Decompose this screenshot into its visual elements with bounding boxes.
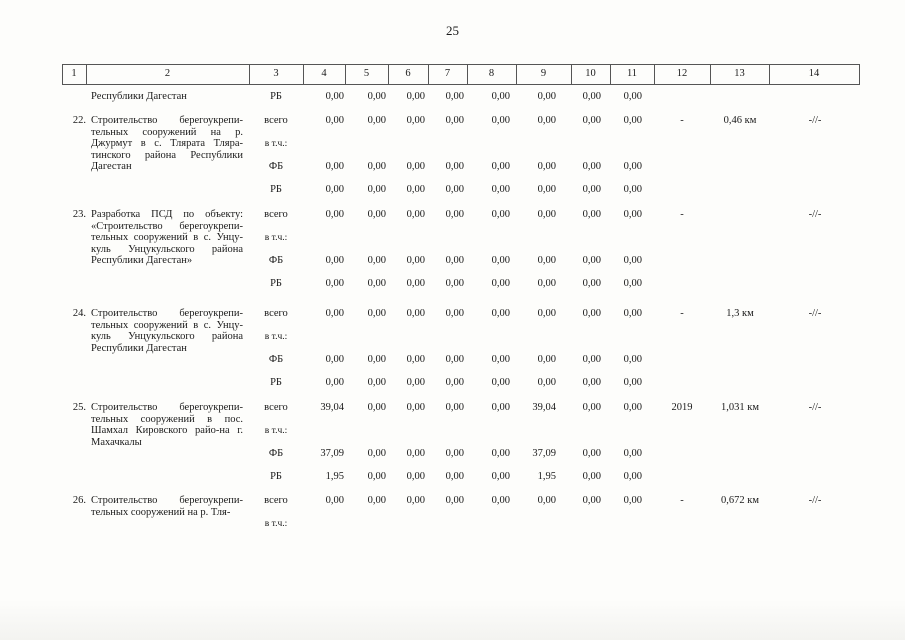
value-cell: 0,00 [491,278,510,289]
value-cell: 0,00 [367,278,386,289]
value-cell: 0,00 [367,402,386,413]
funding-type: всего [264,209,288,220]
value-cell: 0,00 [325,354,344,365]
capacity-value: 1,031 км [721,402,759,413]
value-cell: 0,00 [623,377,642,388]
value-cell: 0,00 [623,115,642,126]
value-cell: 0,00 [491,354,510,365]
value-cell: 0,00 [537,91,556,102]
value-cell: 0,00 [537,184,556,195]
header-top-border [62,64,859,65]
value-cell: 0,00 [623,354,642,365]
value-cell: 0,00 [445,495,464,506]
value-cell: 0,00 [445,448,464,459]
header-cell: 1 [71,68,77,79]
value-cell: 0,00 [491,91,510,102]
value-cell: 0,00 [367,255,386,266]
value-cell: 0,00 [491,209,510,220]
funding-type: ФБ [268,448,284,459]
funding-type: ФБ [268,255,284,266]
header-cell: 9 [540,68,547,79]
value-cell: 0,00 [491,308,510,319]
value-cell: 0,00 [582,377,601,388]
note-cell: -//- [808,495,822,506]
header-cell: 6 [405,68,411,79]
value-cell: 0,00 [325,209,344,220]
value-cell: 0,00 [406,471,425,482]
value-cell: 0,00 [367,161,386,172]
capacity-value: 0,672 км [721,495,759,506]
value-cell: 0,00 [582,308,601,319]
value-cell: 0,00 [406,354,425,365]
value-cell: 0,00 [623,161,642,172]
value-cell: 0,00 [445,278,464,289]
funding-type: РБ [270,91,282,102]
value-cell: 0,00 [582,184,601,195]
continuation-description: Республики Дагестан [91,91,187,102]
funding-type: РБ [270,471,282,482]
value-cell: 0,00 [623,278,642,289]
funding-type: в т.ч.: [264,426,288,436]
value-cell: 0,00 [623,209,642,220]
header-cell: 10 [585,68,596,79]
header-column-divider [859,64,860,85]
entry-description: Строительство берегоукрепи-тельных сооружений в с. Унцу-куль Унцукульского района Республики Дагестан [91,308,243,354]
value-cell: 0,00 [582,278,601,289]
entry-description: Строительство берегоукрепи-тельных сооружений на р. Джурмут в с. Тлярата Тляра-тинского района Республики Дагестан [91,115,243,173]
header-cell: 12 [676,68,688,79]
value-cell: 0,00 [623,495,642,506]
funding-type: всего [264,402,288,413]
value-cell: 0,00 [537,209,556,220]
funding-type: всего [264,495,288,506]
value-cell: 39,04 [320,402,344,413]
value-cell: 0,00 [445,161,464,172]
value-cell: 0,00 [582,115,601,126]
value-cell: 0,00 [406,308,425,319]
completion-year: - [680,115,684,126]
value-cell: 0,00 [491,402,510,413]
value-cell: 0,00 [325,308,344,319]
value-cell: 0,00 [367,448,386,459]
header-bottom-border [62,84,859,85]
value-cell: 0,00 [623,184,642,195]
funding-type: РБ [270,278,282,289]
value-cell: 0,00 [367,209,386,220]
completion-year: - [680,308,684,319]
value-cell: 0,00 [367,471,386,482]
value-cell: 0,00 [367,354,386,365]
entry-number: 22. [72,115,86,126]
funding-type: ФБ [268,161,284,172]
value-cell: 37,09 [320,448,344,459]
value-cell: 0,00 [367,115,386,126]
value-cell: 0,00 [445,209,464,220]
header-cell: 5 [363,68,370,79]
value-cell: 0,00 [537,278,556,289]
note-cell: -//- [808,402,822,413]
value-cell: 0,00 [367,308,386,319]
value-cell: 0,00 [325,91,344,102]
value-cell: 0,00 [406,115,425,126]
value-cell: 0,00 [582,354,601,365]
value-cell: 0,00 [406,278,425,289]
value-cell: 0,00 [406,448,425,459]
header-cell: 2 [164,68,171,79]
value-cell: 0,00 [406,377,425,388]
value-cell: 0,00 [623,308,642,319]
header-cell: 8 [488,68,495,79]
funding-type: ФБ [268,354,284,365]
value-cell: 0,00 [325,115,344,126]
value-cell: 0,00 [582,495,601,506]
funding-type: всего [264,308,288,319]
value-cell: 0,00 [491,255,510,266]
value-cell: 0,00 [445,115,464,126]
completion-year: 2019 [671,402,693,413]
funding-type: РБ [270,377,282,388]
value-cell: 0,00 [582,448,601,459]
value-cell: 0,00 [537,115,556,126]
entry-number: 23. [72,209,86,220]
value-cell: 0,00 [445,402,464,413]
note-cell: -//- [808,209,822,220]
value-cell: 0,00 [406,402,425,413]
value-cell: 1,95 [537,471,556,482]
entry-number: 25. [72,402,86,413]
value-cell: 0,00 [445,377,464,388]
header-cell: 13 [734,68,745,79]
value-cell: 0,00 [367,377,386,388]
value-cell: 0,00 [491,184,510,195]
funding-type: в т.ч.: [264,139,288,149]
value-cell: 0,00 [491,448,510,459]
entry-description: Строительство берегоукрепи-тельных сооружений на р. Тля- [91,495,243,518]
value-cell: 0,00 [582,91,601,102]
page-number: 25 [446,23,459,38]
note-cell: -//- [808,308,822,319]
value-cell: 0,00 [623,402,642,413]
funding-type: в т.ч.: [264,519,288,529]
value-cell: 0,00 [582,402,601,413]
header-cell: 14 [808,68,820,79]
value-cell: 0,00 [623,471,642,482]
value-cell: 37,09 [532,448,556,459]
value-cell: 0,00 [445,184,464,195]
value-cell: 0,00 [537,377,556,388]
value-cell: 0,00 [406,255,425,266]
value-cell: 0,00 [445,354,464,365]
note-cell: -//- [808,115,822,126]
capacity-value: 1,3 км [726,308,754,319]
value-cell: 0,00 [445,308,464,319]
scan-shadow [0,600,905,640]
value-cell: 0,00 [325,184,344,195]
completion-year: - [680,495,684,506]
value-cell: 0,00 [367,91,386,102]
capacity-value: 0,46 км [723,115,757,126]
value-cell: 0,00 [325,377,344,388]
value-cell: 0,00 [582,255,601,266]
value-cell: 0,00 [445,255,464,266]
value-cell: 0,00 [537,354,556,365]
value-cell: 0,00 [491,161,510,172]
funding-type: РБ [270,184,282,195]
value-cell: 0,00 [325,255,344,266]
value-cell: 0,00 [445,91,464,102]
value-cell: 39,04 [532,402,556,413]
value-cell: 0,00 [582,209,601,220]
value-cell: 0,00 [406,209,425,220]
value-cell: 0,00 [325,161,344,172]
value-cell: 0,00 [325,495,344,506]
value-cell: 0,00 [582,471,601,482]
value-cell: 0,00 [491,377,510,388]
value-cell: 0,00 [537,161,556,172]
value-cell: 0,00 [491,115,510,126]
value-cell: 0,00 [623,255,642,266]
entry-number: 26. [72,495,86,506]
value-cell: 0,00 [537,255,556,266]
value-cell: 0,00 [582,161,601,172]
value-cell: 0,00 [406,91,425,102]
header-cell: 7 [444,68,451,79]
value-cell: 1,95 [325,471,344,482]
funding-type: в т.ч.: [264,332,288,342]
completion-year: - [680,209,684,220]
value-cell: 0,00 [623,448,642,459]
value-cell: 0,00 [537,308,556,319]
funding-type: всего [264,115,288,126]
value-cell: 0,00 [367,495,386,506]
value-cell: 0,00 [406,184,425,195]
value-cell: 0,00 [623,91,642,102]
header-cell: 3 [273,68,279,79]
entry-description: Строительство берегоукрепи-тельных сооружений в пос. Шамхал Кировского райо-на г. Махачкалы [91,402,243,448]
value-cell: 0,00 [445,471,464,482]
entry-number: 24. [72,308,86,319]
value-cell: 0,00 [537,495,556,506]
header-cell: 11 [626,68,638,79]
entry-description: Разработка ПСД по объекту: «Строительство берегоукрепи-тельных сооружений в с. Унцу-куль Унцукульского района Республики Дагестан» [91,209,243,267]
header-cell: 4 [321,68,327,79]
value-cell: 0,00 [325,278,344,289]
value-cell: 0,00 [491,471,510,482]
value-cell: 0,00 [491,495,510,506]
funding-type: в т.ч.: [264,233,288,243]
value-cell: 0,00 [406,161,425,172]
value-cell: 0,00 [367,184,386,195]
value-cell: 0,00 [406,495,425,506]
